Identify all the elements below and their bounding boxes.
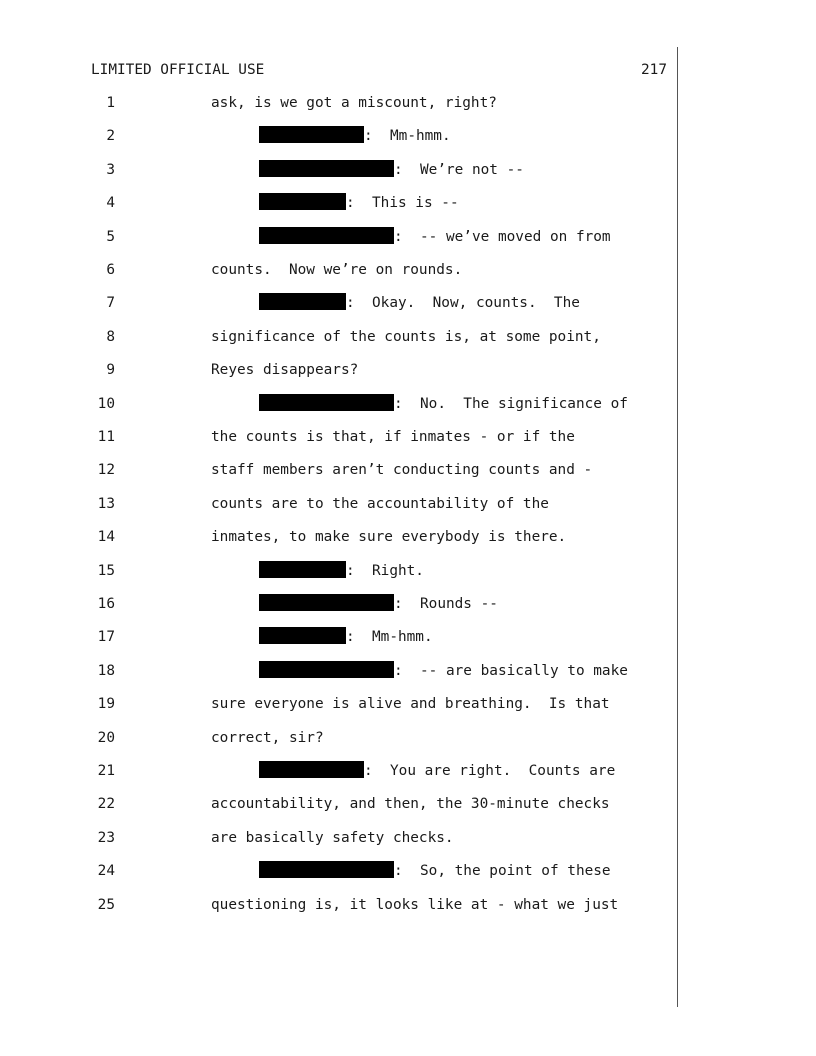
- line-number: 13: [97, 495, 115, 512]
- page-number: 217: [641, 62, 667, 78]
- transcript-line: [0, 93, 816, 113]
- transcript-line: [0, 427, 816, 447]
- line-number: 22: [97, 796, 115, 813]
- line-text: [259, 761, 615, 781]
- line-number: 3: [106, 161, 115, 178]
- speaker-redaction: [259, 761, 364, 778]
- line-number: 11: [97, 429, 115, 445]
- transcript-line: [0, 193, 816, 213]
- spoken-text: : Okay. Now, counts. The: [346, 295, 580, 312]
- transcript-line: [0, 694, 816, 714]
- line-text: [259, 227, 611, 247]
- line-text: [259, 661, 628, 681]
- spoken-text: accountability, and then, the 30-minute checks: [211, 796, 610, 813]
- line-number: 6: [106, 262, 115, 278]
- speaker-redaction: [259, 561, 346, 578]
- transcript-line: [0, 327, 816, 347]
- speaker-redaction: [259, 227, 394, 244]
- speaker-redaction: [259, 126, 364, 143]
- line-number: 5: [106, 228, 115, 245]
- speaker-redaction: [259, 594, 394, 611]
- line-text: [259, 627, 433, 647]
- transcript-line: [0, 460, 816, 480]
- spoken-text: ask, is we got a miscount, right?: [211, 95, 497, 111]
- speaker-redaction: [259, 160, 394, 177]
- line-number: 14: [97, 529, 115, 546]
- transcript-line: [0, 561, 816, 581]
- spoken-text: : -- are basically to make: [394, 662, 628, 679]
- transcript-line: [0, 126, 816, 146]
- line-text: [259, 594, 498, 614]
- transcript-line: [0, 227, 816, 247]
- speaker-redaction: [259, 861, 394, 878]
- line-text: [211, 460, 592, 480]
- line-number: 10: [97, 395, 115, 412]
- spoken-text: : No. The significance of: [394, 395, 628, 412]
- line-number: 2: [106, 128, 115, 145]
- line-number: 25: [97, 896, 115, 913]
- line-text: [211, 327, 601, 347]
- spoken-text: correct, sir?: [211, 729, 324, 746]
- spoken-text: : Right.: [346, 562, 424, 579]
- line-number: 19: [97, 696, 115, 713]
- transcript-line: [0, 527, 816, 547]
- line-text: [259, 160, 524, 180]
- line-number: 4: [106, 195, 115, 212]
- spoken-text: questioning is, it looks like at - what we just: [211, 896, 619, 913]
- transcript-line: [0, 761, 816, 781]
- transcript-line: [0, 861, 816, 881]
- line-number: 7: [106, 295, 115, 312]
- line-number: 21: [97, 763, 115, 779]
- transcript-line: [0, 794, 816, 814]
- line-text: [211, 694, 610, 714]
- spoken-text: : You are right. Counts are: [364, 763, 616, 779]
- transcript-line: [0, 160, 816, 180]
- speaker-redaction: [259, 293, 346, 310]
- transcript-line: [0, 293, 816, 313]
- transcript-line: [0, 360, 816, 380]
- spoken-text: significance of the counts is, at some point,: [211, 328, 601, 345]
- line-text: [211, 828, 454, 848]
- speaker-redaction: [259, 627, 346, 644]
- classification-header: LIMITED OFFICIAL USE: [91, 62, 265, 78]
- line-number: 15: [97, 562, 115, 579]
- line-text: [211, 427, 575, 447]
- line-text: [211, 794, 610, 814]
- line-number: 23: [97, 829, 115, 846]
- spoken-text: inmates, to make sure everybody is there.: [211, 529, 567, 546]
- spoken-text: : Rounds --: [394, 596, 498, 612]
- spoken-text: : Mm-hmm.: [346, 629, 433, 646]
- spoken-text: staff members aren’t conducting counts and -: [211, 462, 593, 479]
- spoken-text: are basically safety checks.: [211, 829, 454, 846]
- line-text: [211, 895, 618, 915]
- transcript-line: [0, 895, 816, 915]
- line-text: [259, 394, 628, 414]
- speaker-redaction: [259, 394, 394, 411]
- transcript-line: [0, 828, 816, 848]
- spoken-text: : -- we’ve moved on from: [394, 228, 611, 245]
- transcript-line: [0, 260, 816, 280]
- spoken-text: : So, the point of these: [394, 863, 611, 880]
- line-number: 18: [97, 662, 115, 679]
- spoken-text: the counts is that, if inmates - or if the: [211, 429, 575, 445]
- line-text: [211, 494, 549, 514]
- line-number: 8: [106, 328, 115, 345]
- spoken-text: : This is --: [346, 195, 459, 212]
- line-text: [259, 861, 611, 881]
- transcript-line: [0, 594, 816, 614]
- spoken-text: sure everyone is alive and breathing. Is that: [211, 696, 610, 713]
- transcript-line: [0, 661, 816, 681]
- line-text: [211, 728, 324, 748]
- line-number: 9: [106, 362, 115, 379]
- line-number: 1: [106, 95, 115, 111]
- line-text: [259, 126, 451, 146]
- line-text: [211, 527, 566, 547]
- line-text: [211, 93, 497, 113]
- line-text: [211, 360, 358, 380]
- line-text: [259, 293, 580, 313]
- line-number: 17: [97, 629, 115, 646]
- transcript-line: [0, 494, 816, 514]
- spoken-text: Reyes disappears?: [211, 362, 359, 379]
- line-number: 20: [97, 729, 115, 746]
- transcript-line: [0, 394, 816, 414]
- spoken-text: counts are to the accountability of the: [211, 495, 549, 512]
- line-number: 16: [97, 596, 115, 612]
- line-text: [211, 260, 462, 280]
- spoken-text: counts. Now we’re on rounds.: [211, 262, 463, 278]
- speaker-redaction: [259, 661, 394, 678]
- line-number: 12: [97, 462, 115, 479]
- line-text: [259, 561, 424, 581]
- transcript-line: [0, 627, 816, 647]
- spoken-text: : We’re not --: [394, 161, 524, 178]
- spoken-text: : Mm-hmm.: [364, 128, 451, 145]
- line-number: 24: [97, 863, 115, 880]
- speaker-redaction: [259, 193, 346, 210]
- line-text: [259, 193, 459, 213]
- transcript-line: [0, 728, 816, 748]
